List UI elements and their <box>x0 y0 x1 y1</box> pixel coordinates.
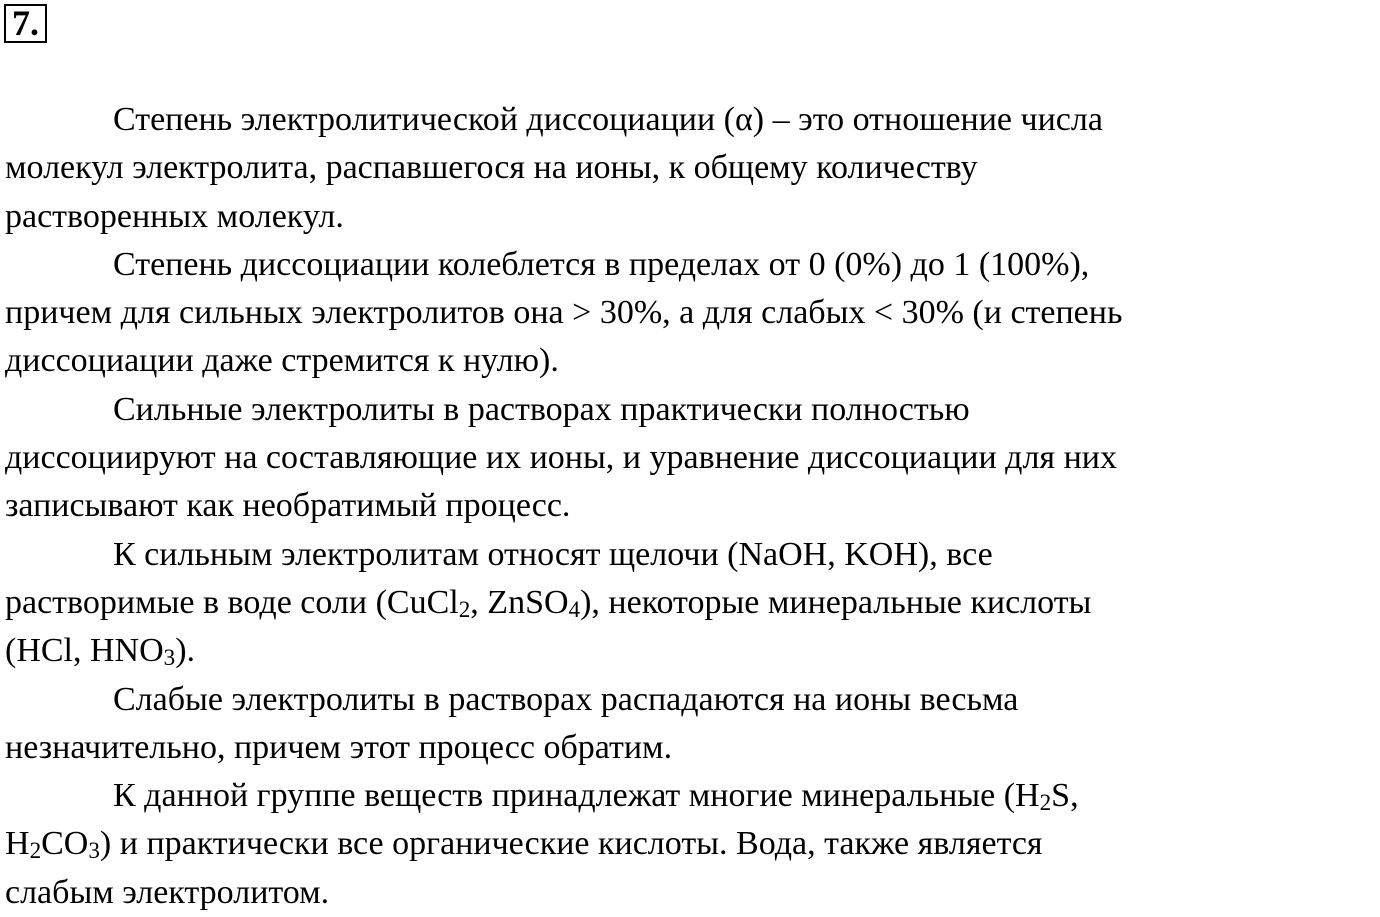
text-fragment: растворимые в воде соли (CuCl <box>5 583 459 621</box>
text-fragment: ) и практически все органические кислоты. Вода, также является <box>99 825 1043 863</box>
paragraph-6-line-3: слабым электролитом. <box>5 873 330 911</box>
paragraph-3-line-2: диссоциируют на составляющие их ионы, и уравнение диссоциации для них <box>5 439 1117 477</box>
paragraph-2-line-1: Степень диссоциации колеблется в пределах от 0 (0%) до 1 (100%), <box>113 245 1090 283</box>
text-fragment: S, <box>1051 777 1079 815</box>
paragraph-1-line-2: молекул электролита, распавшегося на ионы, к общему количеству <box>5 149 978 187</box>
text-fragment: К данной группе веществ принадлежат многие минеральные (H <box>113 777 1040 815</box>
subscript: 2 <box>1039 790 1052 817</box>
paragraph-4-line-2 <box>5 579 1377 627</box>
text-body <box>5 96 1377 917</box>
task-number-box: 7. <box>4 4 47 43</box>
paragraph-4-line-3 <box>5 627 1377 675</box>
paragraph-3-line-1: Сильные электролиты в растворах практически полностью <box>113 390 970 428</box>
paragraph-5-line-1: Слабые электролиты в растворах распадаются на ионы весьма <box>113 680 1019 718</box>
subscript: 2 <box>458 597 471 624</box>
paragraph-3-line-3: записывают как необратимый процесс. <box>5 487 571 525</box>
text-fragment: ). <box>175 632 196 670</box>
subscript: 3 <box>163 645 176 672</box>
text-fragment: (HCl, HNO <box>5 632 164 670</box>
paragraph-1-line-1: Степень электролитической диссоциации (α) – это отношение числа <box>113 101 1103 138</box>
text-fragment: CO <box>41 825 89 863</box>
paragraph-4-line-1: К сильным электролитам относят щелочи (NaOH, KOH), все <box>113 535 993 573</box>
paragraph-5-line-2: незначительно, причем этот процесс обратим. <box>5 728 673 766</box>
paragraph-6-line-2 <box>5 820 1377 868</box>
subscript: 3 <box>88 838 100 865</box>
subscript: 2 <box>29 838 42 865</box>
subscript: 4 <box>568 597 581 624</box>
paragraph-2-line-3: диссоциации даже стремится к нулю). <box>5 342 559 380</box>
paragraph-1-line-3: растворенных молекул. <box>5 197 344 235</box>
text-fragment: , ZnSO <box>470 583 569 621</box>
text-fragment: H <box>5 825 30 863</box>
paragraph-6-line-1 <box>5 772 1377 820</box>
paragraph-2-line-2: причем для сильных электролитов она > 30%, а для слабых < 30% (и степень <box>5 294 1123 332</box>
text-fragment: ), некоторые минеральные кислоты <box>580 583 1092 621</box>
